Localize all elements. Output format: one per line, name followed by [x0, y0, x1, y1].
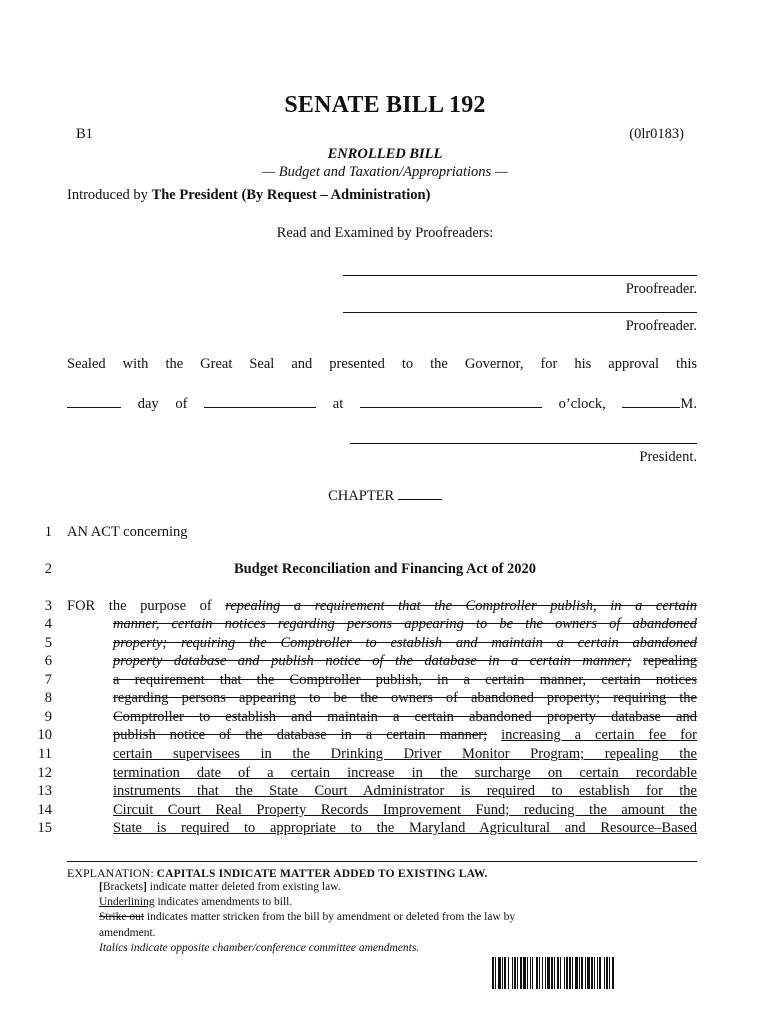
barcode-bar	[512, 957, 513, 989]
explanation-caps: CAPITALS INDICATE MATTER ADDED TO EXISTING LAW.	[156, 868, 488, 880]
line-number: 4	[44, 616, 52, 632]
meridiem-blank	[622, 393, 680, 408]
time-blank	[360, 393, 542, 408]
barcode-bar	[594, 957, 595, 989]
line-number: 10	[37, 727, 52, 743]
barcode-bar	[551, 957, 553, 989]
barcode-bar	[572, 957, 573, 989]
stricken-text: repealing	[643, 653, 697, 669]
line-number: 1	[44, 524, 52, 540]
barcode-bar	[585, 957, 586, 989]
introduced-by	[67, 187, 430, 204]
barcode-bar	[604, 957, 605, 989]
underlining-text: indicates amendments to bill.	[157, 896, 293, 908]
barcode-bar	[514, 957, 516, 989]
barcode-image	[492, 957, 680, 989]
underlining-word: Underlining	[99, 896, 155, 908]
barcode-bar	[495, 957, 496, 989]
barcode-bar	[609, 957, 610, 989]
of-word: of	[175, 396, 188, 412]
barcode-bar	[564, 957, 565, 989]
barcode-bar	[599, 957, 601, 989]
underlining-note	[99, 896, 292, 908]
line-number: 2	[44, 561, 52, 577]
day-word: day	[137, 396, 159, 412]
strike-word: Strike out	[99, 911, 145, 923]
line-number: 8	[44, 690, 52, 706]
barcode-bar	[498, 957, 501, 989]
barcode-bar	[560, 957, 561, 989]
draft-code: (0lr0183)	[629, 126, 684, 142]
strike-note-continued: amendment.	[99, 927, 156, 939]
bill-line: regarding persons appearing to be the owners of abandoned property; requiring the	[113, 690, 697, 706]
chapter-line	[0, 486, 770, 505]
barcode-bar	[539, 957, 540, 989]
explanation	[67, 866, 488, 881]
oclock-word: o’clock,	[558, 396, 606, 412]
committee-line: — Budget and Taxation/Appropriations —	[262, 164, 508, 180]
barcode-bar	[612, 957, 614, 989]
bill-title: SENATE BILL 192	[284, 92, 486, 118]
sponsor-name: The President (By Request – Administration)	[151, 187, 431, 203]
strike-text: indicates matter stricken from the bill by amendment or deleted from the law by	[146, 911, 516, 923]
brackets-note	[99, 881, 341, 893]
barcode-bar	[579, 957, 580, 989]
enrolled-status: ENROLLED BILL	[327, 146, 443, 162]
bill-line: Circuit Court Real Property Records Improvement Fund; reducing the amount the	[113, 802, 697, 818]
proofreader-label-2: Proofreader.	[625, 318, 697, 334]
proofreaders-heading: Read and Examined by Proofreaders:	[276, 225, 494, 241]
barcode-bar	[527, 957, 528, 989]
barcode-bar	[523, 957, 526, 989]
barcode-bar	[502, 957, 503, 989]
bill-line	[67, 598, 697, 615]
barcode-bar	[554, 957, 555, 989]
line-number: 12	[37, 765, 52, 781]
stricken-text: publish notice of the database in a certain manner;	[113, 727, 488, 743]
chapter-label: CHAPTER	[328, 488, 395, 504]
bracket-open: [	[99, 881, 103, 893]
line-number: 3	[44, 598, 52, 614]
introduced-prefix: Introduced by	[67, 187, 148, 203]
stricken-text: property database and publish notice of the database in a certain manner;	[113, 653, 632, 669]
barcode-bar	[597, 957, 598, 989]
strike-note	[99, 911, 515, 923]
chapter-blank	[398, 486, 442, 500]
barcode-bar	[569, 957, 571, 989]
brackets-text: indicate matter deleted from existing law.	[149, 881, 341, 893]
line-number: 11	[38, 746, 52, 762]
president-label: President.	[639, 449, 697, 465]
bill-line: termination date of a certain increase in the surcharge on certain recordable	[113, 765, 697, 781]
barcode-bar	[504, 957, 506, 989]
barcode-bar	[520, 957, 522, 989]
barcode-bar	[606, 957, 608, 989]
line-number: 7	[44, 672, 52, 688]
proofreader-signature-line-2	[343, 312, 697, 313]
barcode-bar	[591, 957, 593, 989]
bill-line	[113, 727, 697, 744]
bill-line: manner, certain notices regarding persons appearing to be the owners of abandoned	[113, 616, 697, 632]
amendment-text: increasing a certain fee for	[501, 727, 697, 743]
purpose-prefix: FOR the purpose of	[67, 598, 212, 614]
barcode-bar	[581, 957, 583, 989]
line-number: 14	[37, 802, 52, 818]
m-word: M.	[680, 396, 697, 412]
barcode-bar	[517, 957, 518, 989]
barcode-bar	[492, 957, 494, 989]
bill-line: property; requiring the Comptroller to establish and maintain a certain abandoned	[113, 635, 697, 651]
day-blank	[67, 393, 121, 408]
bill-line: instruments that the State Court Administrator is required to establish for the	[113, 783, 697, 799]
proofreader-signature-line-1	[343, 275, 697, 276]
line-number: 9	[44, 709, 52, 725]
sealed-statement: Sealed with the Great Seal and presented to the Governor, for his approval this	[67, 356, 697, 372]
barcode-bar	[542, 957, 543, 989]
bill-line: State is required to appropriate to the Maryland Agricultural and Resource–Based	[113, 820, 697, 836]
bill-line: a requirement that the Comptroller publish, in a certain manner, certain notices	[113, 672, 697, 688]
line-number: 15	[37, 820, 52, 836]
italics-note: Italics indicate opposite chamber/conference committee amendments.	[99, 942, 420, 954]
explanation-label: EXPLANATION:	[67, 866, 154, 880]
barcode-bar	[557, 957, 559, 989]
president-signature-line	[350, 443, 697, 444]
brackets-word: Brackets	[102, 881, 144, 893]
bracket-close: ]	[143, 881, 147, 893]
bill-line	[113, 653, 697, 670]
act-concerning: AN ACT concerning	[67, 524, 188, 540]
act-title: Budget Reconciliation and Financing Act of 2020	[233, 561, 537, 577]
at-word: at	[332, 396, 344, 412]
barcode-bar	[545, 957, 546, 989]
barcode-bar	[530, 957, 531, 989]
footer-rule	[67, 861, 697, 862]
proofreader-label-1: Proofreader.	[625, 281, 697, 297]
barcode-bar	[547, 957, 550, 989]
barcode-bar	[566, 957, 568, 989]
barcode-bar	[575, 957, 578, 989]
barcode-bar	[536, 957, 538, 989]
sealing-date-row	[67, 393, 697, 413]
barcode-bar	[508, 957, 509, 989]
month-blank	[204, 393, 316, 408]
line-number: 6	[44, 653, 52, 669]
meridiem-group	[622, 393, 697, 413]
barcode-bar	[532, 957, 533, 989]
barcode-bar	[587, 957, 590, 989]
bill-classification: B1	[76, 126, 93, 142]
stricken-text: repealing a requirement that the Comptroller publish, in a certain	[225, 598, 697, 614]
line-number: 13	[37, 783, 52, 799]
line-number: 5	[44, 635, 52, 651]
bill-line: Comptroller to establish and maintain a certain abandoned property database and	[113, 709, 697, 725]
bill-line: certain supervisees in the Drinking Driver Monitor Program; repealing the	[113, 746, 697, 762]
